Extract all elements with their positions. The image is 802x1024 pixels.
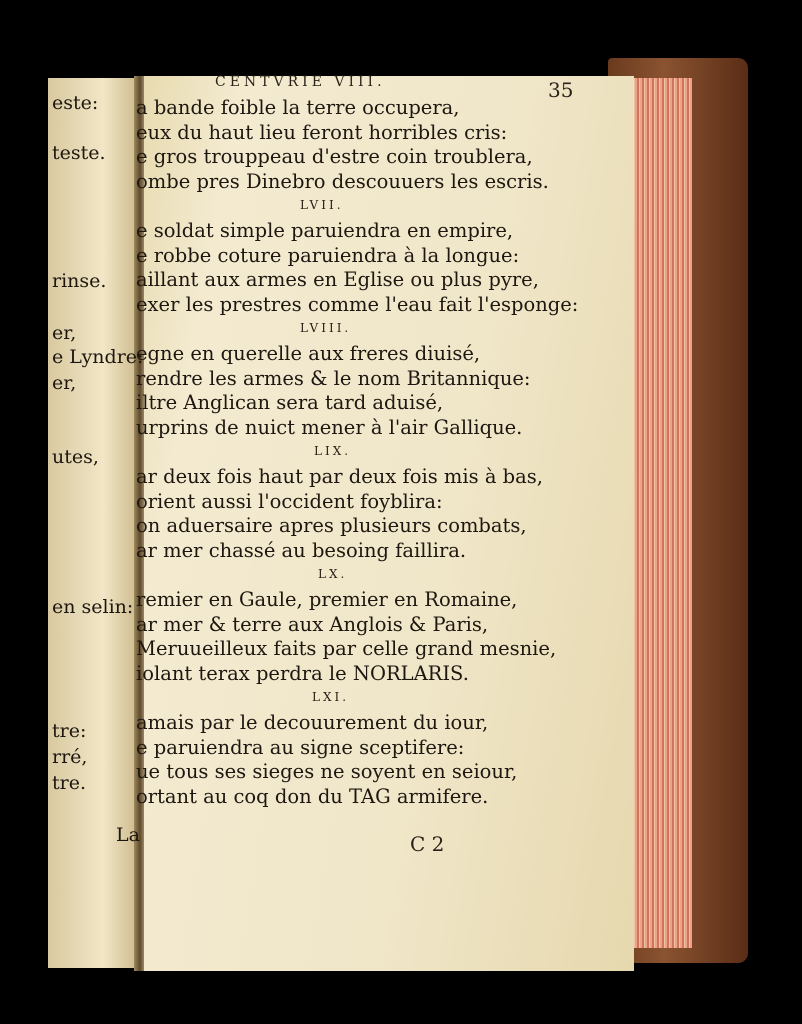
quatrain-number: LIX. (314, 444, 352, 459)
verse-line: iltre Anglican sera tard aduisé, (136, 391, 444, 415)
verse-line: ar mer & terre aux Anglois & Paris, (136, 612, 489, 636)
verse-line: exer les prestres comme l'eau fait l'esponge: (136, 292, 579, 316)
verse-line: e robbe coture paruiendra à la longue: (136, 243, 520, 267)
signature-mark: C 2 (410, 832, 445, 856)
verse-line: Meruueilleux faits par celle grand mesnie, (136, 637, 557, 661)
verse-line: e gros trouppeau d'estre coin troublera, (136, 145, 533, 169)
left-page-fragment: tre: (52, 720, 87, 742)
verse-line: ar mer chassé au besoing faillira. (136, 538, 467, 562)
page-edges (630, 78, 692, 948)
left-page-fragment: rré, (52, 746, 88, 768)
left-page-fragment: teste. (52, 142, 106, 164)
verse-line: remier en Gaule, premier en Romaine, (136, 588, 518, 611)
left-page-fragment: rinse. (52, 270, 107, 292)
left-page-fragment: en selin: (52, 596, 134, 618)
verse-line: ue tous ses sieges ne soyent en seiour, (136, 760, 518, 784)
left-page-fragment: e Lyndre: (52, 346, 144, 368)
verse-line: eux du haut lieu feront horribles cris: (136, 120, 508, 144)
verse-line: amais par le decouurement du iour, (136, 711, 489, 734)
left-page-fragment: este: (52, 92, 99, 114)
verse-line: ar deux fois haut par deux fois mis à bas, (136, 465, 543, 488)
page-number: 35 (548, 78, 574, 102)
quatrain-number: LVII. (300, 198, 344, 213)
running-title: CENTVRIE VIII. (215, 74, 386, 90)
verse-line: orient aussi l'occident foyblira: (136, 489, 443, 513)
verse-line: urprins de nuict mener à l'air Gallique. (136, 415, 523, 439)
verse-line: ortant au coq don du TAG armifere. (136, 784, 489, 808)
quatrain-number: LXI. (312, 690, 350, 705)
verse-line: e paruiendra au signe sceptifere: (136, 735, 465, 759)
verse-line: egne en querelle aux freres diuisé, (136, 342, 481, 365)
left-page-fragment: La (116, 824, 140, 846)
left-page-fragment: tre. (52, 772, 87, 794)
left-page-fragment: utes, (52, 446, 99, 468)
left-page-fragment: er, (52, 372, 77, 394)
quatrain-number: LX. (318, 567, 348, 582)
verse-line: aillant aux armes en Eglise ou plus pyre, (136, 268, 539, 292)
verse-line: iolant terax perdra le NORLARIS. (136, 661, 469, 685)
verse-line: ombe pres Dinebro descouuers les escris. (136, 169, 549, 193)
verse-line: a bande foible la terre occupera, (136, 96, 460, 119)
verse-line: e soldat simple paruiendra en empire, (136, 219, 514, 242)
left-page-fragment: er, (52, 322, 77, 344)
quatrain-number: LVIII. (300, 321, 352, 336)
verse-line: on aduersaire apres plusieurs combats, (136, 514, 527, 538)
verse-line: rendre les armes & le nom Britannique: (136, 366, 531, 390)
